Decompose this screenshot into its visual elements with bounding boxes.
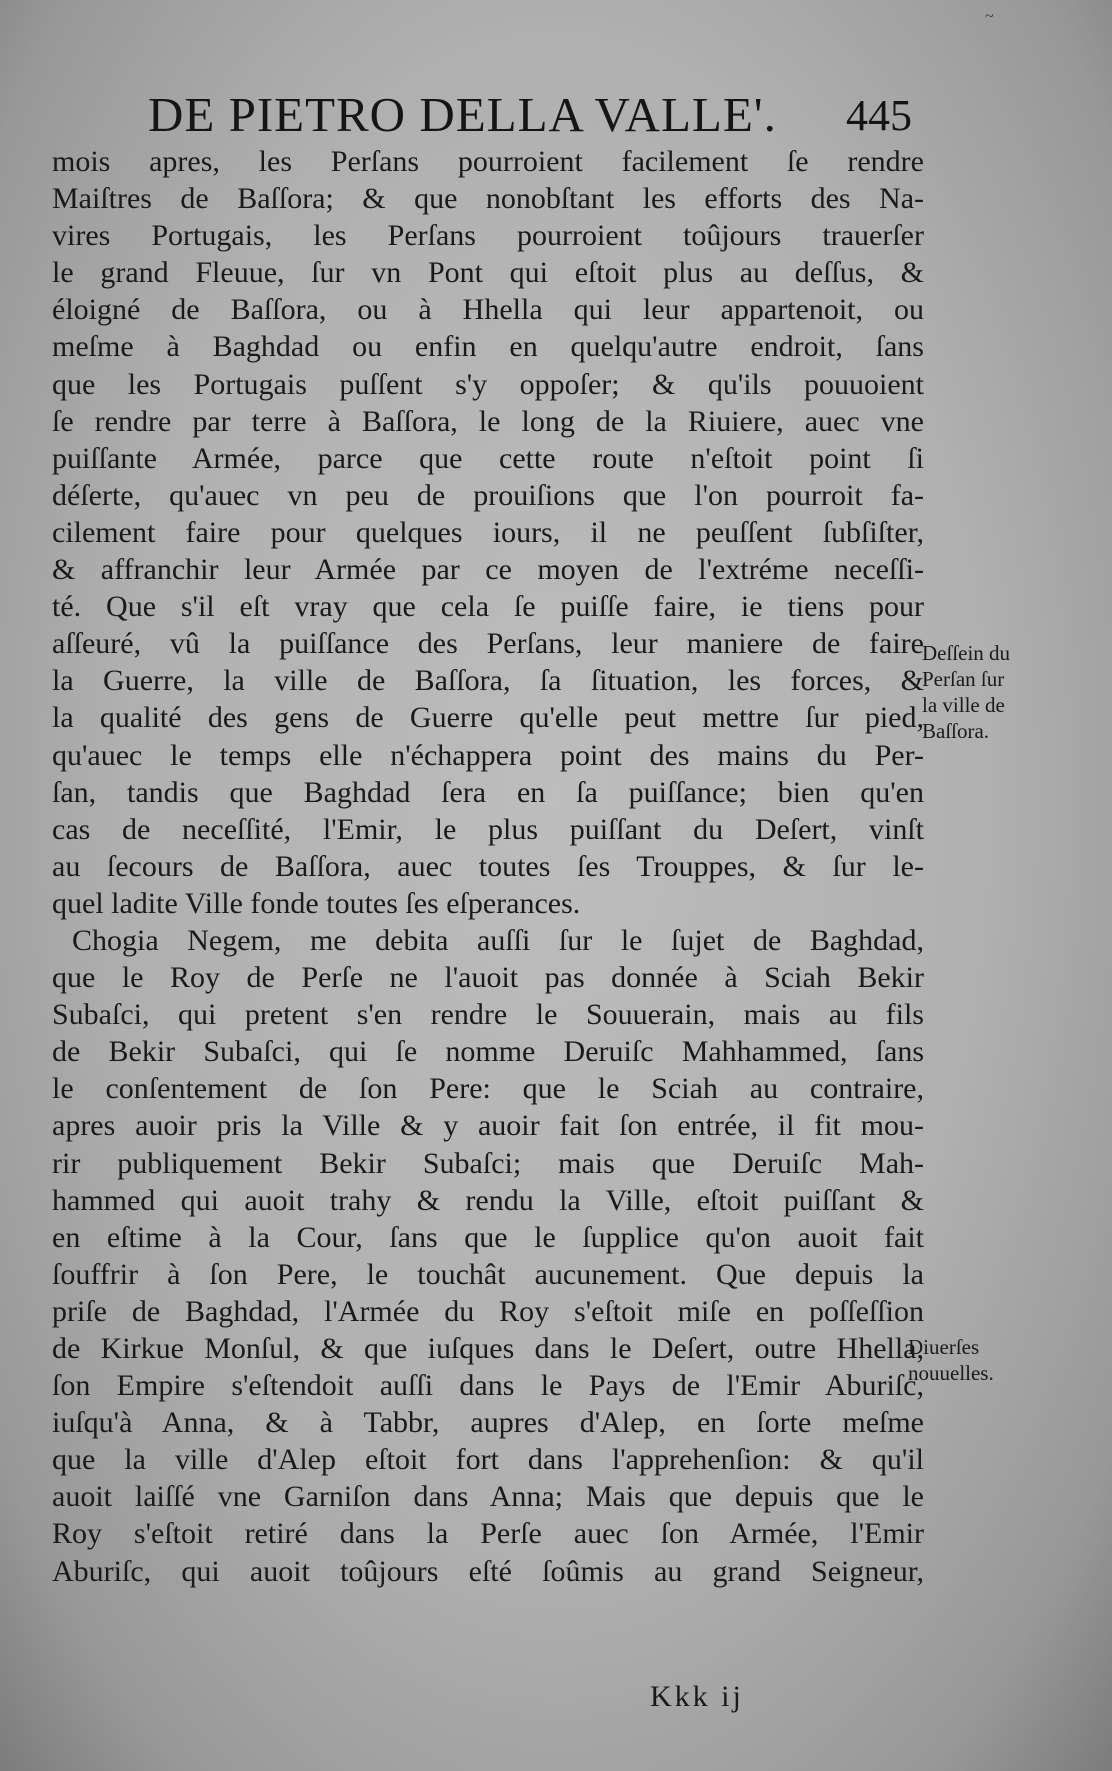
- text-line: éloigné de Baſſora, ou à Hhella qui leur appartenoit, ou: [52, 293, 924, 327]
- marginal-note-line: Perſan ſur: [922, 667, 1005, 691]
- text-line: Aburiſc, qui auoit toûjours eſté ſoûmis au grand Seigneur,: [52, 1554, 924, 1588]
- text-line: ſouffrir à ſon Pere, le touchât aucunement. Que depuis la: [52, 1257, 924, 1291]
- text-line: hammed qui auoit trahy & rendu la Ville, eſtoit puiſſant &: [52, 1183, 924, 1217]
- text-line: que le Roy de Perſe ne l'auoit pas donnée à Sciah Bekir: [52, 961, 924, 995]
- marginal-note-line: la ville de: [922, 693, 1005, 717]
- marginal-note-line: Baſſora.: [922, 719, 990, 743]
- page-edge-mark: ~: [985, 8, 994, 25]
- text-line: la Guerre, la ville de Baſſora, ſa ſituation, les forces, &: [52, 664, 924, 698]
- signature-mark: Kkk ij: [650, 1680, 744, 1713]
- text-line: quel ladite Ville fonde toutes ſes eſperances.: [52, 886, 581, 920]
- text-line: que les Portugais puſſent s'y oppoſer; & qu'ils pouuoient: [52, 367, 924, 401]
- text-line: au ſecours de Baſſora, auec toutes ſes Trouppes, & ſur le-: [52, 849, 924, 883]
- text-line: que la ville d'Alep eſtoit fort dans l'apprehenſion: & qu'il: [52, 1443, 924, 1477]
- main-text-block: [52, 143, 924, 1590]
- marginal-note-line: Deſſein du: [922, 641, 1011, 665]
- text-line: ſe rendre par terre à Baſſora, le long de la Riuiere, auec vne: [52, 404, 924, 438]
- text-line: cas de neceſſité, l'Emir, le plus puiſſant du Deſert, vinſt: [52, 812, 924, 846]
- running-header-title: DE PIETRO DELLA VALLE'.: [148, 87, 777, 142]
- text-line: mois apres, les Perſans pourroient facilement ſe rendre: [52, 145, 924, 178]
- text-line: aſſeuré, vû la puiſſance des Perſans, leur maniere de faire: [52, 627, 924, 661]
- text-line: meſme à Baghdad ou enfin en quelqu'autre endroit, ſans: [52, 330, 924, 364]
- text-line: & affranchir leur Armée par ce moyen de l'extréme neceſſi-: [52, 553, 924, 587]
- text-line: apres auoir pris la Ville & y auoir fait ſon entrée, il fit mou-: [52, 1109, 924, 1143]
- marginal-note: [922, 640, 1010, 744]
- text-line: Roy s'eſtoit retiré dans la Perſe auec ſon Armée, l'Emir: [52, 1517, 924, 1551]
- text-line: déſerte, qu'auec vn peu de prouiſions que l'on pourroit fa-: [52, 478, 924, 512]
- text-line: té. Que s'il eſt vray que cela ſe puiſſe faire, ie tiens pour: [52, 590, 924, 624]
- text-line: ſon Empire s'eſtendoit auſſi dans le Pays de l'Emir Aburiſc,: [52, 1369, 924, 1403]
- text-line: ſan, tandis que Baghdad ſera en ſa puiſſance; bien qu'en: [52, 775, 924, 809]
- text-line: qu'auec le temps elle n'échappera point des mains du Per-: [52, 738, 924, 772]
- text-line: priſe de Baghdad, l'Armée du Roy s'eſtoit miſe en poſſeſſion: [52, 1294, 924, 1328]
- text-line: en eſtime à la Cour, ſans que le ſupplice qu'on auoit fait: [52, 1220, 924, 1254]
- marginal-note-line: Diuerſes: [908, 1335, 980, 1359]
- text-line: de Kirkue Monſul, & que iuſques dans le Deſert, outre Hhella,: [52, 1332, 924, 1365]
- text-line: de Bekir Subaſci, qui ſe nomme Deruiſc Mahhammed, ſans: [52, 1035, 924, 1069]
- text-line: Chogia Negem, me debita auſſi ſur le ſujet de Baghdad,: [72, 923, 924, 957]
- text-line: Subaſci, qui pretent s'en rendre le Souuerain, mais au fils: [52, 998, 924, 1032]
- text-line: la qualité des gens de Guerre qu'elle peut mettre ſur pied,: [52, 701, 924, 735]
- text-line: cilement faire pour quelques iours, il ne peuſſent ſubſiſter,: [52, 515, 924, 549]
- text-line: rir publiquement Bekir Subaſci; mais que Deruiſc Mah-: [52, 1146, 924, 1180]
- marginal-note: [908, 1334, 994, 1386]
- text-line: Maiſtres de Baſſora; & que nonobſtant les efforts des Na-: [52, 182, 924, 216]
- text-line: le grand Fleuue, ſur vn Pont qui eſtoit plus au deſſus, &: [52, 256, 924, 290]
- text-line: vires Portugais, les Perſans pourroient toûjours trauerſer: [52, 219, 924, 253]
- page-number: 445: [846, 91, 912, 140]
- text-line: iuſqu'à Anna, & à Tabbr, aupres d'Alep, en ſorte meſme: [52, 1406, 924, 1440]
- text-line: le conſentement de ſon Pere: que le Sciah au contraire,: [52, 1072, 924, 1106]
- marginal-note-line: nouuelles.: [908, 1361, 994, 1385]
- text-line: auoit laiſſé vne Garniſon dans Anna; Mais que depuis que le: [52, 1480, 924, 1514]
- text-line: puiſſante Armée, parce que cette route n'eſtoit point ſi: [52, 441, 924, 475]
